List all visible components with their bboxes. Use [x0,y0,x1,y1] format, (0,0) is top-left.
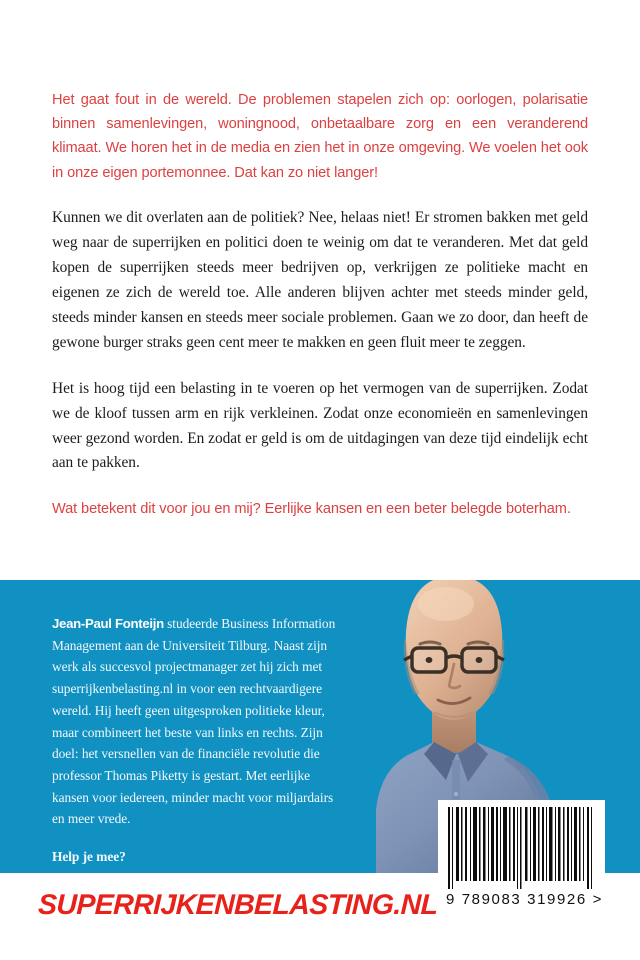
author-name: Jean-Paul Fonteijn [52,616,164,631]
isbn-barcode [438,800,605,922]
author-call-to-action: Help je mee? [52,849,126,865]
barcode-suffix: > [592,891,603,908]
author-bio-paragraph [52,613,347,830]
blurb-paragraph-closing: Wat betekent dit voor jou en mij? Eerlijke kansen en een beter belegde boterham. [52,501,571,518]
blurb-paragraph-intro: Het gaat fout in de wereld. De problemen stapelen zich op: oorlogen, polarisatie binnen samenlevingen, woningnood, onbetaalbare zorg en een veranderend klimaat. We horen het in de media en zien het in onze omgeving. We voelen het ook in onze eigen portemonnee. Dat kan zo niet langer! [52,92,588,181]
barcode-bars-graphic [446,807,597,889]
barcode-digits: 9 789083 319926 [446,891,587,908]
blurb-paragraph-politics: Kunnen we dit overlaten aan de politiek? Nee, helaas niet! Er stromen bakken met geld weg naar de superrijken en politici doen te weinig om dat te veranderen. Met dat geld kopen de superrijken steeds meer bedrijven op, verkrijgen ze politieke macht en eigenen ze zich de wereld toe. Alle anderen blijven achter met steeds minder geld, steeds minder kansen en steeds meer sociale problemen. Gaan we zo door, dan heeft de gewone burger straks geen cent meer te makken en geen fluit meer te zeggen. [52,208,588,351]
author-bio-block [52,613,347,865]
blurb-paragraph-solution: Het is hoog tijd een belasting in te voeren op het vermogen van de superrijken. Zodat we de kloof tussen arm en rijk verkleinen. Zodat onze economieën en samenlevingen weer gezond worden. En zodat er geld is om de uitdagingen van deze tijd eindelijk echt aan te pakken. [52,379,588,472]
barcode-number-label [446,891,603,908]
author-bio-text: studeerde Business Information Management aan de Universiteit Tilburg. Naast zijn werk als succesvol projectmanager zet hij zich met superrijkenbelasting.nl in voor een rechtvaardigere wereld. Hij heeft geen uitgesproken politieke kleur, maar combineert het beste van links en rechts. Zijn doel: het versnellen van de financiële revolutie die professor Thomas Piketty is gestart. Met eerlijke kansen voor iedereen, minder macht voor miljardairs en meer vrede. [52,616,336,827]
website-url[interactable]: SUPERRIJKENBELASTING.NL [37,889,439,921]
